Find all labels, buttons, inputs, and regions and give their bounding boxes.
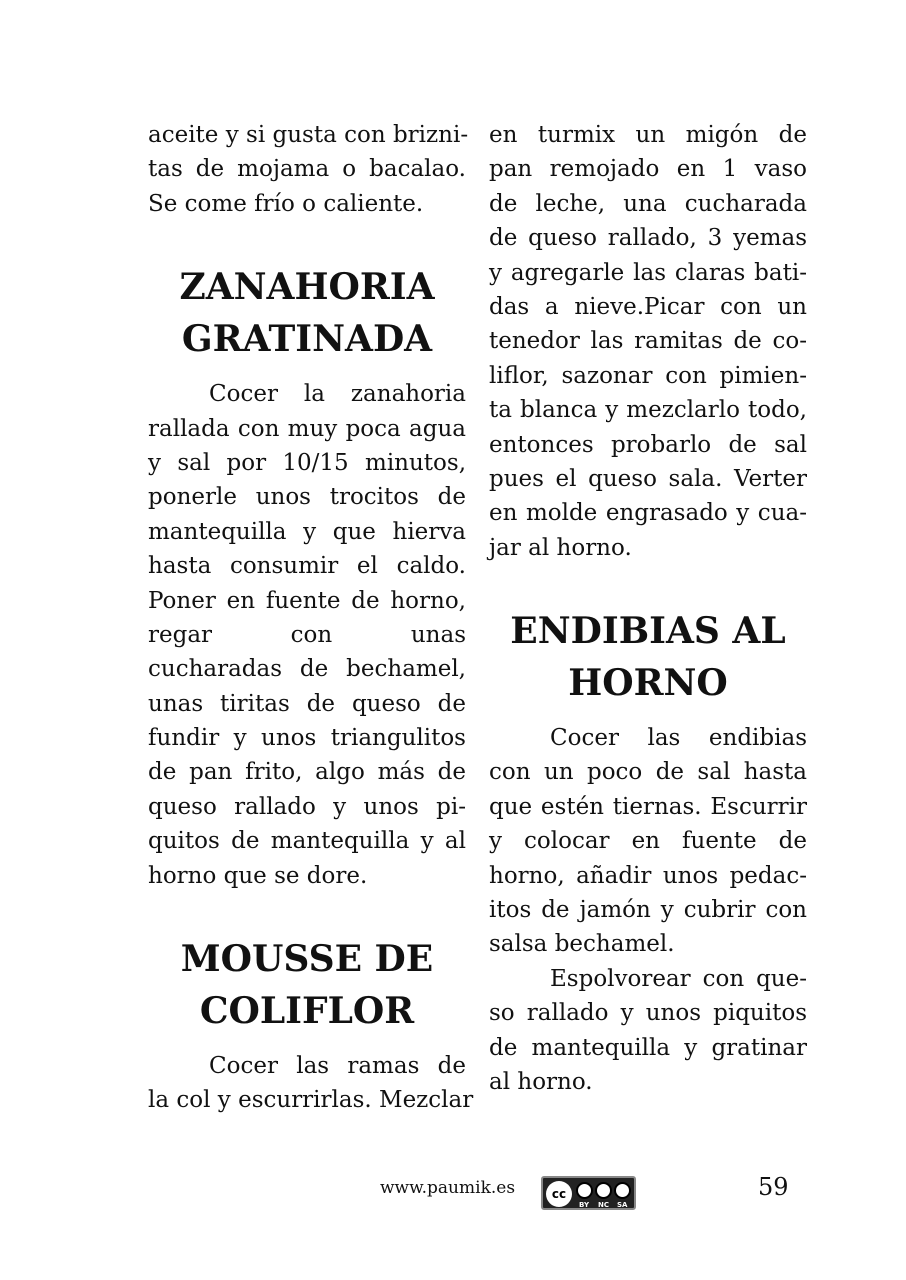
text-line: pan remojado en 1 vaso: [489, 156, 807, 183]
text-line: Poner en fuente de horno,: [148, 587, 466, 614]
text-line: la col y escurrirlas. Mezclar: [148, 1087, 474, 1114]
title-line: MOUSSE DE: [180, 938, 434, 981]
recipe-title-endibias: [489, 605, 807, 709]
text-line: quitos de mantequilla y al: [148, 828, 466, 855]
title-line: COLIFLOR: [199, 990, 415, 1033]
recipe-title-mousse: [148, 933, 466, 1037]
text-line: liflor, sazonar con pimien-: [489, 362, 807, 389]
text-line: Se come frío o caliente.: [148, 190, 424, 217]
title-line: GRATINADA: [181, 318, 433, 361]
text-line: salsa bechamel.: [489, 931, 675, 958]
right-column: [489, 118, 807, 1099]
sa-icon: [614, 1182, 631, 1199]
title-line: HORNO: [568, 662, 728, 705]
text-line: de leche, una cucharada: [489, 190, 807, 217]
text-line: regar con unas: [148, 621, 466, 648]
text-line: con un poco de sal hasta: [489, 759, 807, 786]
text-line: entonces probarlo de sal: [489, 431, 807, 458]
text-line: Cocer las endibias: [550, 725, 807, 752]
recipe-body-endibias: [489, 721, 807, 1099]
text-line: tas de mojama o bacalao.: [148, 156, 466, 183]
text-line: ponerle unos trocitos de: [148, 484, 466, 511]
text-line: aceite y si gusta con brizni-: [148, 122, 469, 148]
title-line: ZANAHORIA: [179, 266, 435, 309]
text-line: horno, añadir unos pedac-: [489, 862, 807, 889]
text-line: Espolvorear con que-: [550, 965, 807, 992]
text-line: das a nieve.Picar con un: [489, 293, 807, 320]
footer-url[interactable]: www.paumik.es: [380, 1178, 516, 1198]
recipe-body-mousse: [148, 1049, 474, 1118]
text-line: cucharadas de bechamel,: [148, 656, 466, 683]
text-line: ta blanca y mezclarlo todo,: [489, 397, 807, 424]
license-label: NC: [598, 1201, 609, 1209]
text-line: horno que se dore.: [148, 862, 368, 889]
text-line: tenedor las ramitas de co-: [489, 328, 807, 355]
text-line: pues el queso sala. Verter: [489, 465, 807, 492]
text-line: y sal por 10/15 minutos,: [148, 449, 466, 476]
text-line: al horno.: [489, 1068, 593, 1095]
by-icon: [576, 1182, 593, 1199]
recipe-title-zanahoria: [148, 261, 466, 365]
text-line: en turmix un migón de: [489, 122, 807, 148]
continuation-paragraph: [489, 118, 807, 565]
text-line: que estén tiernas. Escurrir: [489, 793, 807, 820]
text-line: queso rallado y unos pi-: [148, 793, 466, 820]
license-label: SA: [617, 1201, 628, 1209]
recipe-body-zanahoria: [148, 377, 466, 893]
cc-icon: cc: [546, 1181, 572, 1207]
license-label: BY: [579, 1201, 590, 1209]
text-line: unas tiritas de queso de: [148, 690, 466, 717]
text-line: jar al horno.: [489, 534, 632, 561]
text-line: Cocer la zanahoria: [209, 381, 466, 408]
text-line: hasta consumir el caldo.: [148, 553, 466, 580]
text-line: so rallado y unos piquitos: [489, 1000, 807, 1027]
text-line: de pan frito, algo más de: [148, 759, 466, 786]
text-line: rallada con muy poca agua: [148, 415, 466, 442]
title-line: ENDIBIAS AL: [510, 610, 786, 653]
text-line: itos de jamón y cubrir con: [489, 897, 807, 924]
nc-icon: [595, 1182, 612, 1199]
text-line: Cocer las ramas de: [209, 1053, 466, 1080]
text-line: de queso rallado, 3 yemas: [489, 225, 807, 252]
text-line: de mantequilla y gratinar: [489, 1034, 807, 1061]
text-line: y agregarle las claras bati-: [489, 259, 807, 286]
intro-paragraph: [148, 118, 469, 221]
text-line: en molde engrasado y cua-: [489, 500, 807, 527]
page-number: 59: [758, 1173, 789, 1201]
left-column: [148, 118, 474, 1118]
text-line: y colocar en fuente de: [489, 828, 807, 855]
text-line: mantequilla y que hierva: [148, 518, 466, 545]
text-line: fundir y unos triangulitos: [148, 725, 466, 752]
cc-by-nc-sa-icon: [541, 1176, 636, 1210]
